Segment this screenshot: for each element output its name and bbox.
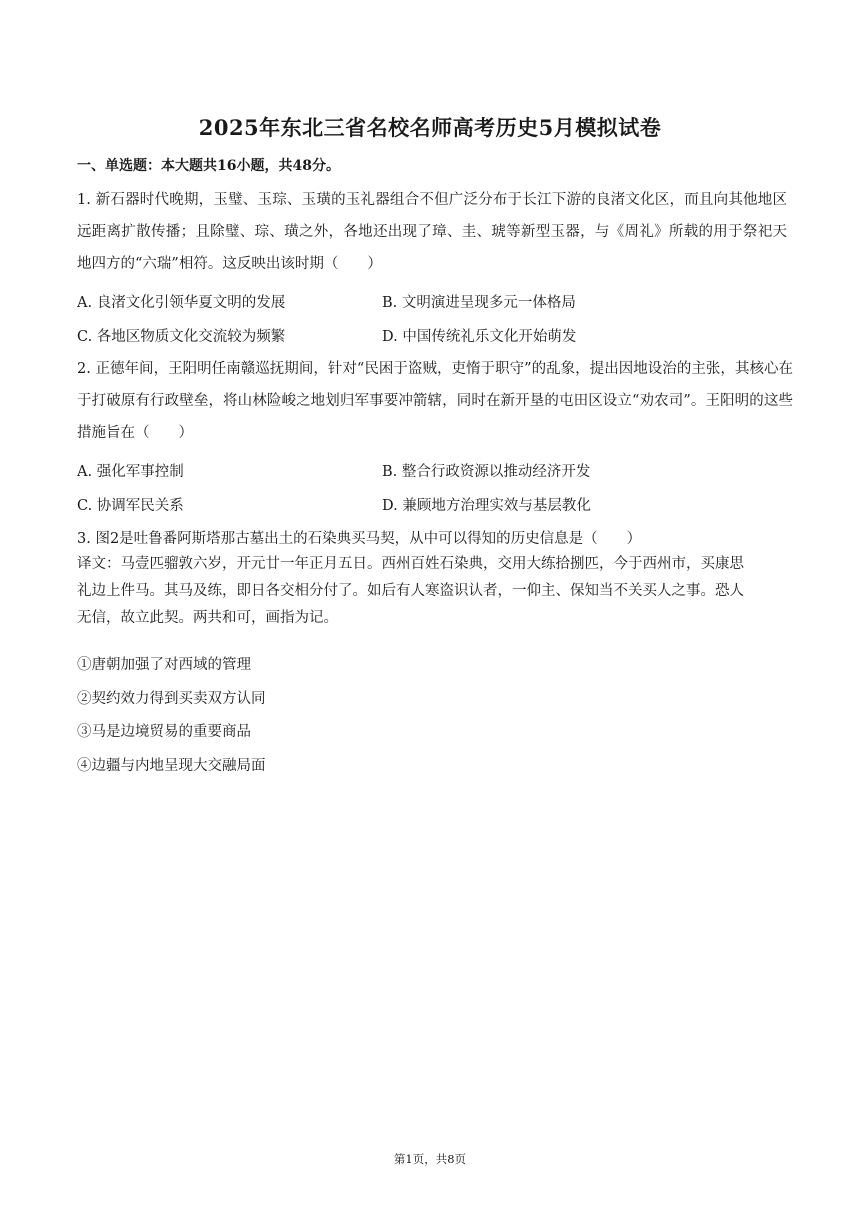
question-1-option-d: D. 中国传统礼乐文化开始萌发 xyxy=(382,329,577,345)
question-2-option-c: C. 协调军民关系 xyxy=(77,498,184,514)
question-1-option-b: B. 文明演进呈现多元一体格局 xyxy=(382,295,576,311)
question-3-item-1: ①唐朝加强了对西域的管理 xyxy=(77,657,251,673)
question-2-stem: 2. 正德年间，王阳明任南赣巡抚期间，针对“民困于盗贼，吏惰于职守”的乱象，提出因地设治的主张，其核心在于打破原有行政壁垒，将山林险峻之地划归军事要冲箭辖，同时在新开垦的屯田区设立“劝农司”。王阳明的这些措施旨在（ ） xyxy=(77,361,793,441)
question-2-option-b: B. 整合行政资源以推动经济开发 xyxy=(382,464,591,480)
exam-title: 2025年东北三省名校名师高考历史5月模拟试卷 xyxy=(198,115,662,140)
question-1-option-c: C. 各地区物质文化交流较为频繁 xyxy=(77,329,286,345)
question-2-option-a: A. 强化军事控制 xyxy=(77,464,184,480)
question-3-item-3: ③马是边境贸易的重要商品 xyxy=(77,724,251,740)
question-3-stem: 3. 图2是吐鲁番阿斯塔那古墓出土的石染典买马契，从中可以得知的历史信息是（ ） xyxy=(77,531,642,547)
question-2-option-d: D. 兼顾地方治理实效与基层教化 xyxy=(382,498,591,514)
question-1-option-a: A. 良渚文化引领华夏文明的发展 xyxy=(77,295,286,311)
page-footer: 第1页，共8页 xyxy=(393,1152,467,1166)
question-3-translation: 译文：马壹匹骝敦六岁，开元廿一年正月五日。西州百姓石染典，交用大练拾捌匹，今于西州市，买康思礼边上件马。其马及练，即日各交相分付了。如后有人寒盗识认者，一仰主、保知当不关买人之事。恐人无信，故立此契。两共和可，画指为记。 xyxy=(77,556,744,626)
question-3-item-2: ②契约效力得到买卖双方认同 xyxy=(77,691,266,707)
section-heading: 一、单选题：本大题共16小题，共48分。 xyxy=(77,158,340,174)
question-3-item-4: ④边疆与内地呈现大交融局面 xyxy=(77,758,266,774)
question-1-stem: 1. 新石器时代晚期，玉璧、玉琮、玉璜的玉礼器组合不但广泛分布于长江下游的良渚文化区，而且向其他地区远距离扩散传播；且除璧、琮、璜之外，各地还出现了璋、圭、琥等新型玉器，与《周礼》所载的用于祭祀天地四方的“六瑞”相符。这反映出该时期（ ） xyxy=(77,192,787,272)
